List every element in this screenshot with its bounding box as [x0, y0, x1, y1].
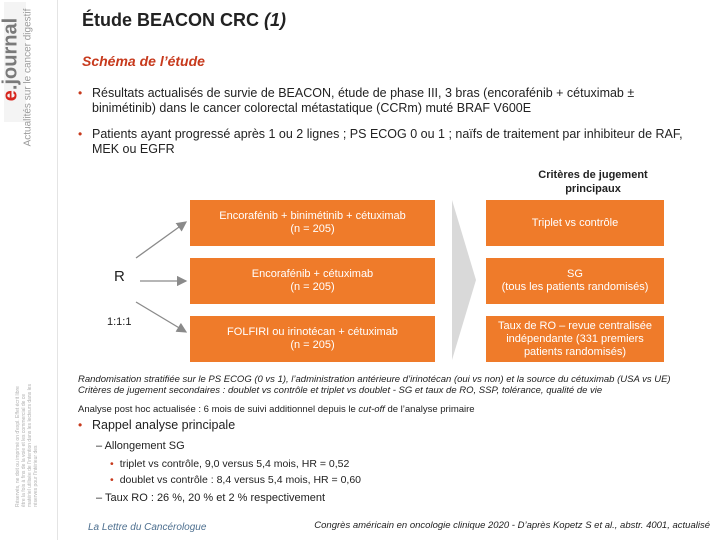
sg-item-doublet: • doublet vs contrôle : 8,4 versus 5,4 mois, HR = 0,60: [110, 474, 362, 486]
posthoc-note: Analyse post hoc actualisée : 6 mois de suivi additionnel depuis le cut-off de l’analyse primaire: [78, 404, 475, 415]
criteria-header: Critères de jugement principaux: [538, 169, 648, 195]
brand-tagline: Actualités sur le cancer digestif: [22, 8, 34, 147]
criterion-os: SG (tous les patients randomisés): [486, 258, 664, 304]
bullet-marker: •: [78, 86, 83, 100]
stratification-note: Randomisation stratifiée sur le PS ECOG (0 vs 1), l’administration antérieure d’irinotécan (oui vs non) et la source du cétuximab (USA vs UE) Critères de jugement secondaires : doublet vs contrôle et triplet vs doublet - SG et taux de RO, SSP, tolérance, qualité de vie: [78, 374, 671, 396]
randomization-ratio: 1:1:1: [107, 316, 132, 328]
arm-triplet: Encorafénib + binimétinib + cétuximab (n = 205): [190, 200, 435, 246]
journal-name: La Lettre du Cancérologue: [88, 522, 207, 533]
sg-heading: – Allongement SG: [96, 440, 185, 452]
arm-doublet: Encorafénib + cétuximab (n = 205): [190, 258, 435, 304]
criterion-orr: Taux de RO – revue centralisée indépendante (331 premiers patients randomisés): [486, 316, 664, 362]
section-subtitle: Schéma de l’étude: [82, 53, 205, 69]
arrow-arm-1: [136, 222, 186, 258]
bullet-patients: • Patients ayant progressé après 1 ou 2 lignes ; PS ECOG 0 ou 1 ; naïfs de traitement par inhibiteur de RAF, MEK ou EGFR: [78, 127, 683, 156]
brand-name: e.journal: [0, 17, 22, 102]
copyright-notice: Réservés, ne doit ou imprimé on d'expl. Effet écrit libre être la fois à fins de la voie et les commercial de ce matériel utilisée de l'intention dans les lecteurs dans les réserves pour l'intérieur des: [15, 384, 39, 507]
bullet-marker: •: [78, 418, 83, 432]
bullet-marker: •: [78, 127, 83, 141]
randomization-letter: R: [114, 268, 125, 285]
sg-item-triplet: • triplet vs contrôle, 9,0 versus 5,4 mois, HR = 0,52: [110, 458, 350, 470]
page-title: Étude BEACON CRC (1): [82, 10, 287, 30]
source-citation: Congrès américain en oncologie clinique 2020 - D’après Kopetz S et al., abstr. 4001, actualisé: [314, 520, 710, 531]
arm-control: FOLFIRI ou irinotécan + cétuximab (n = 205): [190, 316, 435, 362]
arrow-arm-3: [136, 302, 186, 332]
bullet-rappel: • Rappel analyse principale: [78, 418, 236, 432]
criterion-triplet: Triplet vs contrôle: [486, 200, 664, 246]
ro-heading: – Taux RO : 26 %, 20 % et 2 % respectivement: [96, 492, 326, 504]
bullet-study: • Résultats actualisés de survie de BEACON, étude de phase III, 3 bras (encorafénib + cétuximab ± binimétinib) dans le cancer colorectal métastatique (CCRm) muté BRAF V600E: [78, 86, 635, 115]
